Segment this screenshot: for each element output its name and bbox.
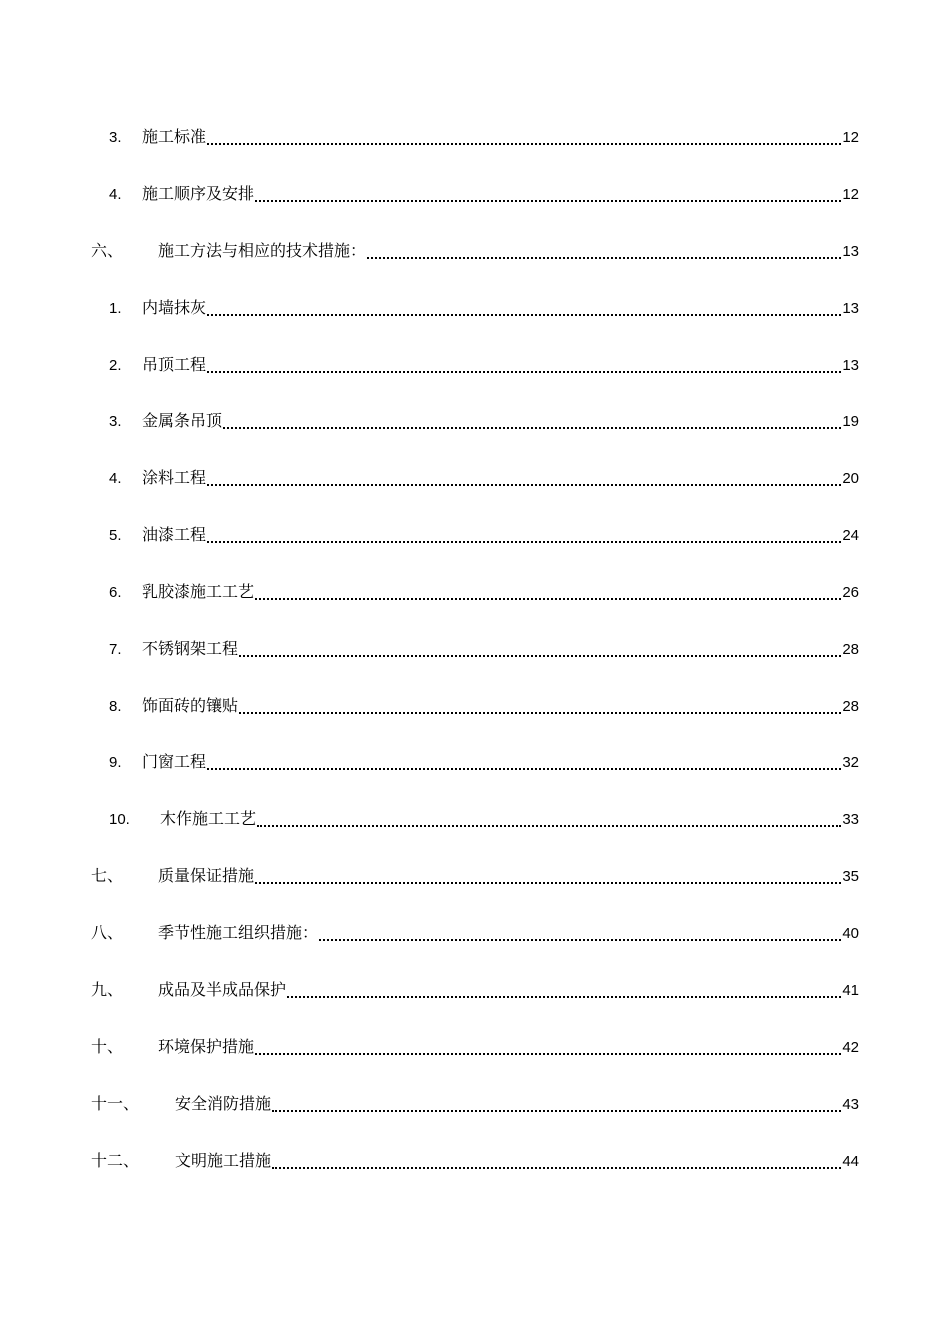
toc-page-number: 42 [842, 1039, 859, 1056]
toc-number: 3. [109, 129, 122, 146]
toc-number: 8. [109, 698, 122, 715]
toc-number: 4. [109, 186, 122, 203]
toc-leader-dots [255, 598, 841, 600]
toc-page-number: 28 [842, 641, 859, 658]
toc-leader-dots [367, 257, 841, 259]
toc-number: 2. [109, 357, 122, 374]
toc-number: 六、 [91, 241, 124, 260]
toc-entry[interactable] [109, 406, 859, 436]
toc-leader-dots [272, 1110, 841, 1112]
toc-title: 质量保证措施 [158, 866, 255, 885]
toc-title: 不锈钢架工程 [142, 639, 239, 658]
toc-page-number: 19 [842, 413, 859, 430]
toc-entry[interactable] [109, 463, 859, 493]
toc-entry[interactable] [109, 122, 859, 152]
toc-entry[interactable] [91, 1089, 859, 1119]
toc-number: 八、 [91, 923, 124, 942]
toc-page-number: 24 [842, 527, 859, 544]
toc-entry[interactable] [91, 236, 859, 266]
toc-title: 木作施工工艺 [160, 809, 257, 828]
toc-number: 九、 [91, 980, 124, 999]
toc-title: 内墙抹灰 [142, 298, 207, 317]
toc-leader-dots [207, 541, 841, 543]
toc-number: 十、 [91, 1037, 124, 1056]
toc-page-number: 20 [842, 470, 859, 487]
toc-entry[interactable] [109, 179, 859, 209]
toc-page-number: 40 [842, 925, 859, 942]
toc-title: 饰面砖的镶贴 [142, 696, 239, 715]
toc-number: 5. [109, 527, 122, 544]
toc-title: 门窗工程 [142, 752, 207, 771]
toc-page-number: 13 [842, 243, 859, 260]
toc-entry[interactable] [91, 918, 859, 948]
toc-page-number: 43 [842, 1096, 859, 1113]
toc-page-number: 13 [842, 300, 859, 317]
toc-leader-dots [255, 200, 841, 202]
toc-number: 3. [109, 413, 122, 430]
toc-entry[interactable] [109, 691, 859, 721]
toc-leader-dots [207, 371, 841, 373]
toc-leader-dots [223, 427, 841, 429]
toc-number: 6. [109, 584, 122, 601]
toc-entry[interactable] [91, 861, 859, 891]
toc-entry[interactable] [91, 975, 859, 1005]
toc-title: 环境保护措施 [158, 1037, 255, 1056]
toc-leader-dots [207, 484, 841, 486]
toc-entry[interactable] [91, 1032, 859, 1062]
toc-number: 4. [109, 470, 122, 487]
toc-number: 七、 [91, 866, 124, 885]
toc-leader-dots [257, 825, 841, 827]
toc-entry[interactable] [109, 577, 859, 607]
toc-leader-dots [207, 768, 841, 770]
toc-title: 施工标准 [142, 127, 207, 146]
toc-entry[interactable] [109, 634, 859, 664]
toc-page-number: 41 [842, 982, 859, 999]
toc-entry[interactable] [109, 293, 859, 323]
toc-page-number: 32 [842, 754, 859, 771]
toc-page-number: 44 [842, 1153, 859, 1170]
toc-leader-dots [319, 939, 841, 941]
toc-entry[interactable] [109, 520, 859, 550]
toc-page-number: 28 [842, 698, 859, 715]
toc-entry[interactable] [91, 1146, 859, 1176]
toc-entry[interactable] [109, 747, 859, 777]
toc-page-number: 13 [842, 357, 859, 374]
toc-leader-dots [239, 655, 841, 657]
toc-number: 十二、 [91, 1151, 140, 1170]
toc-title: 涂料工程 [142, 468, 207, 487]
toc-page-number: 12 [842, 129, 859, 146]
toc-title: 乳胶漆施工工艺 [142, 582, 255, 601]
toc-leader-dots [255, 882, 841, 884]
toc-page-number: 12 [842, 186, 859, 203]
toc-page-number: 35 [842, 868, 859, 885]
toc-entry[interactable] [109, 350, 859, 380]
toc-number: 10. [109, 811, 130, 828]
toc-leader-dots [287, 996, 841, 998]
toc-entry[interactable] [109, 804, 859, 834]
toc-leader-dots [272, 1167, 841, 1169]
toc-title: 成品及半成品保护 [158, 980, 287, 999]
toc-title: 施工顺序及安排 [142, 184, 255, 203]
toc-title: 施工方法与相应的技术措施： [158, 241, 367, 260]
toc-leader-dots [255, 1053, 841, 1055]
toc-title: 文明施工措施 [175, 1151, 272, 1170]
toc-leader-dots [207, 314, 841, 316]
toc-title: 吊顶工程 [142, 355, 207, 374]
toc-number: 1. [109, 300, 122, 317]
toc-title: 季节性施工组织措施： [158, 923, 319, 942]
toc-number: 9. [109, 754, 122, 771]
toc-title: 安全消防措施 [175, 1094, 272, 1113]
toc-title: 金属条吊顶 [142, 411, 223, 430]
toc-leader-dots [239, 712, 841, 714]
toc-number: 十一、 [91, 1094, 140, 1113]
toc-leader-dots [207, 143, 841, 145]
toc-title: 油漆工程 [142, 525, 207, 544]
toc-page-number: 26 [842, 584, 859, 601]
toc-page-number: 33 [842, 811, 859, 828]
toc-number: 7. [109, 641, 122, 658]
